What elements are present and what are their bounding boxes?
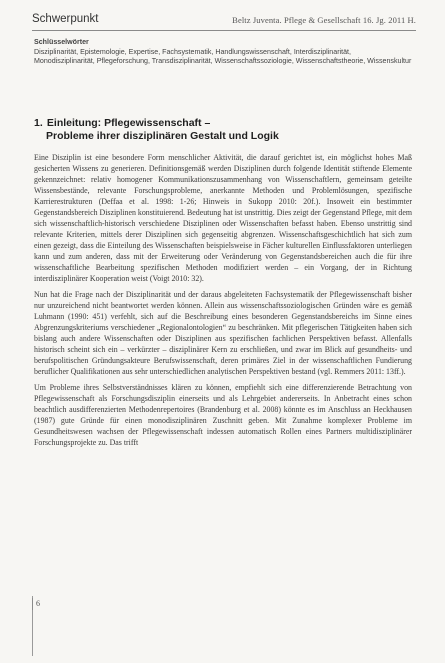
keywords-block — [34, 38, 412, 67]
body-text — [34, 152, 412, 448]
keywords-label: Schlüsselwörter — [34, 38, 89, 46]
section-subtitle: Probleme ihrer disziplinären Gestalt und Logik — [46, 130, 279, 142]
paragraph: Um Probleme ihres Selbstverständnisses klären zu können, empfiehlt sich eine differenzierende Betrachtung von Pflegewissenschaft als Forschungsdisziplin einerseits und als Lehrgebiet andererseits. In Anbetracht eines schon beachtlich ausdifferenzierten Methodenrepertoires (Brandenburg et al. 2008) könnte es im Anschluss an Heckhausen (1987) gute Gründe für einen monodisziplinären Zuschnitt geben. Mit Zunahme komplexer Probleme im Gesundheitswesen wachsen der Pflegewissenschaft indessen automatisch Rollen eines Partners multidisziplinärer Forschungsprojekte zu. Das trifft — [34, 383, 412, 448]
journal-reference: Beltz Juventa. Pflege & Gesellschaft 16. Jg. 2011 H. — [232, 15, 416, 25]
section-label: Schwerpunkt — [32, 13, 99, 25]
running-head — [32, 12, 416, 31]
section-heading — [34, 117, 414, 143]
section-number: 1. — [34, 117, 43, 129]
paragraph: Eine Disziplin ist eine besondere Form menschlicher Aktivität, die darauf gerichtet ist, ein möglichst hohes Maß gesicherten Wissens zu generieren. Definitionsgemäß werden Disziplinen durch folgende Identität stiftende Elemente gekennzeichnet: relativ homogener Kommunikationszusammenhang von Wissenschaftlern, gemeinsam geteilte Wissensbestände, relevante Forschungsprobleme, anerkannte Methoden und Problemlösungen, spezifische Karrierestrukturen (Deffaa et al. 1998: 1-26; Hinweis in Sukopp 2010: 20f.). Insoweit ein bestimmter Gegenstandsbereich Disziplinen konstituierend. Bedeutung hat ist unstrittig. Dies zeigt der Gegenstand Pflege, mit dem sich wissenschaftlich-historisch verschiedene Disziplinen oder Wissenschaften befasst haben. Ebenso unstrittig sind relevante Kriterien, mittels derer Disziplinen sich gegenseitig abgrenzen. Wissenschaftsgeschichtlich hat sich zum einen gezeigt, dass die Einteilung des Wissenschaften beispielsweise in Fächer kulturellen Einflussfaktoren unterliegen kann und zum anderen, dass mit der Erweiterung oder Veränderung von Gegenstandsbereichen auch die für ihre wissenschaftliche Bearbeitung spezifischen Methoden modifiziert werden – ein Vorgang, der in Richtung interdisziplinärer Kooperation weist (Voigt 2010: 32). — [34, 153, 412, 284]
paragraph: Nun hat die Frage nach der Disziplinarität und der daraus abgeleiteten Fachsystematik der Pflegewissenschaft bisher nur unzureichend nicht beantwortet werden können. Allein aus wissenschaftssoziologischen Gründen wäre es gemäß Luhmann (1990: 451) verfehlt, sich auf die Beschreibung eines besonderen Gegenstandsbereichs im Sinne eines Abgrenzungskriteriums verschiedener „Regionalontologien“ zu beschränken. Mit pflegerischen Tätigkeiten haben sich bislang auch andere Wissenschaften oder Disziplinen aus spezifischen fachlichen Perspektiven befasst. Allenfalls historisch scheint sich ein – verkürzter – disziplinärer Kern zu erschließen, und zwar im Blick auf gesundheits- und berufspolitischen Gründungsakteure Berufswissenschaft, deren primäres Ziel in der wissenschaftlichen Fundierung beruflicher Qualifikationen aus sehr unterschiedlichen analytischen Perspektiven bestand (vgl. Remmers 2011: 13ff.). — [34, 290, 412, 377]
keywords-text: Disziplinarität, Epistemologie, Expertise, Fachsystematik, Handlungswissenschaft, Interdisziplinarität, Monodisziplinarität, Pflegeforschung, Transdisziplinarität, Wissenschaftssoziologie, Wissenschaftstheorie, Wissenskultur — [34, 47, 412, 66]
page-number: 6 — [32, 598, 40, 610]
section-title: Einleitung: Pflegewissenschaft – — [46, 117, 211, 129]
